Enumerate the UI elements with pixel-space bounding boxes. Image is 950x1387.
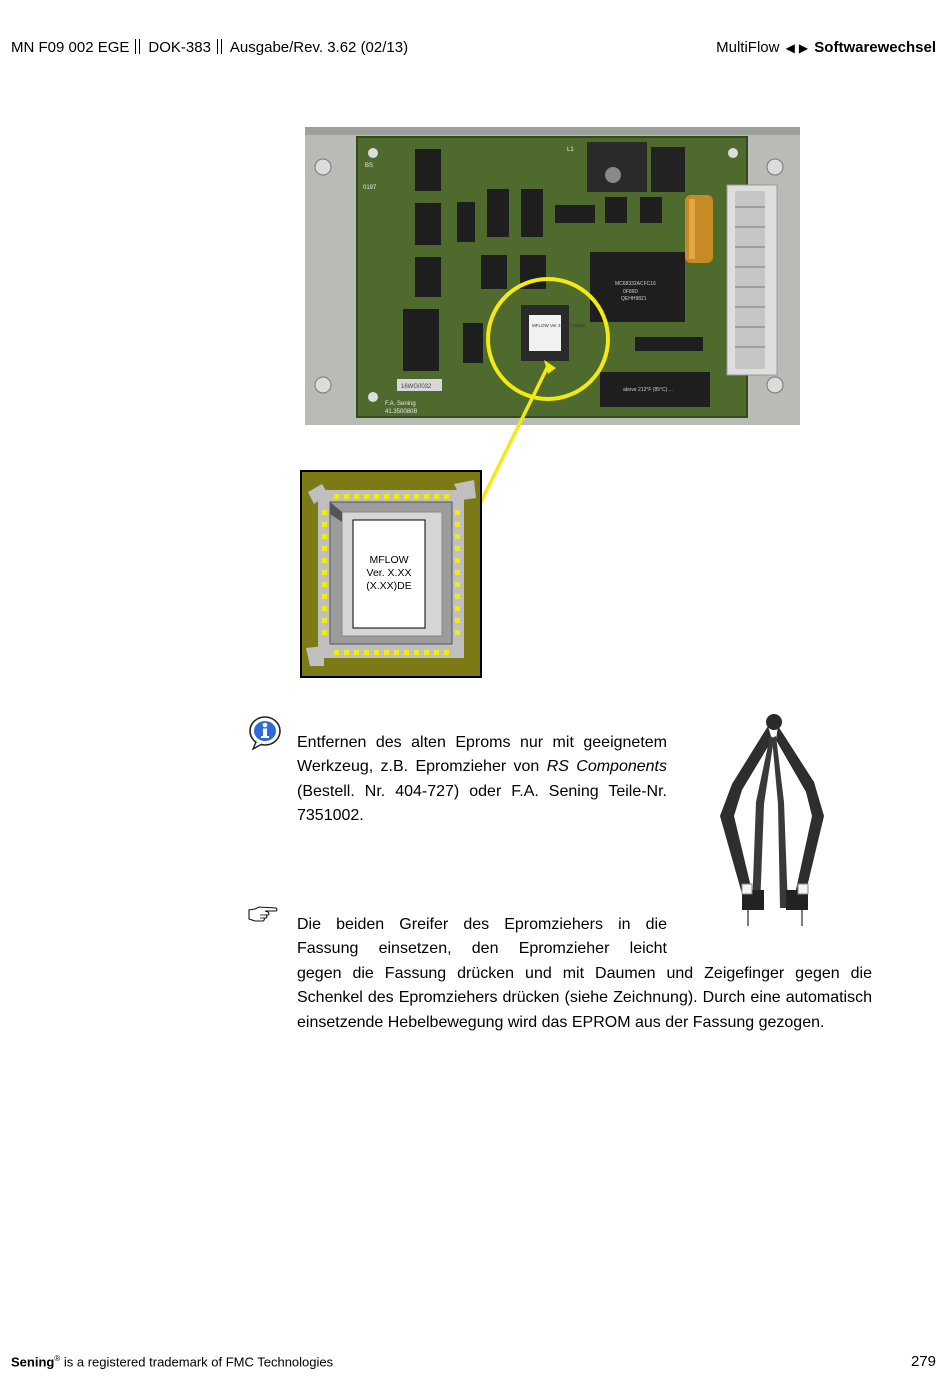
header-product: MultiFlow: [716, 39, 780, 56]
header-separator: [217, 39, 222, 54]
cpu-label-line1: MC68332ACFC16: [615, 281, 656, 287]
footer-registered-mark: ®: [54, 1354, 61, 1363]
pointing-hand-icon: [248, 906, 278, 924]
header-section-info: [716, 39, 936, 56]
header-section: Softwarewechsel: [814, 39, 936, 56]
paragraph1-text-b: (Bestell. Nr. 404-727) oder F.A. Sening Teile-Nr. 7351002.: [297, 782, 667, 824]
instruction-paragraph-2-bottom: gegen die Fassung drücken und mit Daumen und Zeigefinger gegen die Schenkel des Epromziehers drücken (siehe Zeichnung). Durch eine automatisch einsetzende Hebelbewegung wird das EPROM aus der Fassung gezogen.: [297, 965, 872, 1031]
cpu-label-line2: 0F86D: [623, 289, 639, 295]
board-label-part: 41.350080B: [385, 409, 418, 415]
footer-trademark: [11, 1354, 333, 1369]
instruction-paragraph-1: [297, 731, 667, 828]
header-dok: DOK-383: [148, 39, 211, 56]
footer-trademark-text: is a registered trademark of FMC Technologies: [60, 1354, 334, 1370]
battery-label: above 212°F (85°C) ...: [623, 387, 673, 393]
board-label-bs: BS: [365, 163, 374, 169]
header-doc-id: MN F09 002 EGE: [11, 39, 130, 56]
eprom-puller-tool-photo: [712, 712, 832, 930]
board-label-number: 0197: [363, 185, 377, 191]
nav-left-arrow-icon: ◀: [785, 41, 795, 55]
paragraph1-italic: RS Components: [546, 758, 667, 776]
header-doc-info: [11, 39, 408, 56]
page-number: 279: [910, 1353, 936, 1370]
info-icon: [248, 714, 282, 750]
eprom-small-label: MFLOW Ver 3.20 (3.20)DE: [532, 323, 587, 328]
board-sticker: 16WG0032: [401, 384, 432, 390]
board-label-l1: L1: [567, 147, 574, 153]
board-label-sening: F.A. Sening: [385, 401, 416, 407]
chip-label-line3: (X.XX)DE: [366, 580, 412, 592]
paragraph1-text-a: Entfernen des alten Eproms nur mit geeignetem Werkzeug, z.B. Epromzieher von: [297, 734, 667, 776]
chip-label-line2: Ver. X.XX: [366, 567, 412, 579]
header-revision: Ausgabe/Rev. 3.62 (02/13): [229, 39, 409, 56]
cpu-label-line3: QEHH9821: [621, 296, 647, 302]
eprom-chip-diagram: [300, 470, 482, 678]
chip-label-line1: MFLOW: [369, 554, 409, 566]
nav-right-arrow-icon: ▶: [798, 41, 809, 55]
header-separator: [135, 39, 140, 54]
instruction-paragraph-2-top: Die beiden Greifer des Epromziehers in die Fassung einsetzen, den Epromzieher leicht: [297, 916, 667, 958]
footer-brand: Sening: [11, 1354, 55, 1370]
